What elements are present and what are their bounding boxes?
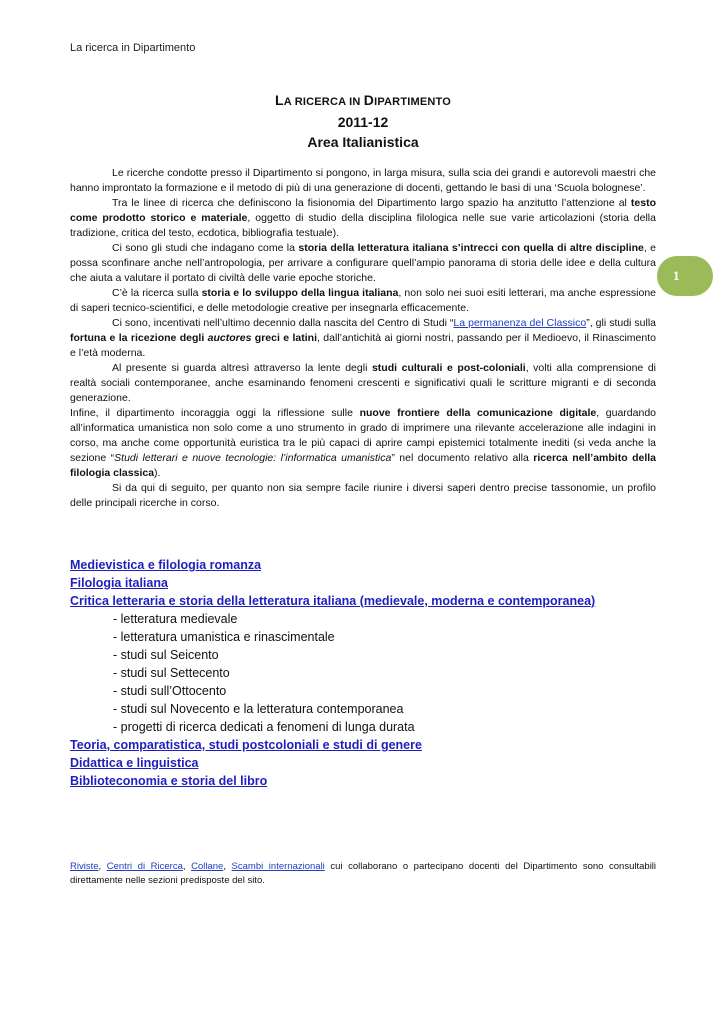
page-number: 1 — [673, 268, 680, 283]
title-year: 2011-12 — [337, 114, 389, 130]
title-cap-l: L — [274, 92, 284, 108]
running-header: La ricerca in Dipartimento — [70, 42, 196, 54]
body-text — [70, 166, 656, 511]
p5-bold-2: greci e latini — [251, 332, 317, 344]
p5-text: Ci sono, incentivati nell’ultimo decennio dalla nascita del Centro di Studi “ — [112, 317, 454, 329]
paragraph-5 — [70, 316, 656, 361]
p7-bold-2: ricerca nell’ambito della filologia classica — [70, 452, 657, 479]
link-filologia-italiana[interactable]: Filologia italiana — [70, 576, 168, 590]
link-critica-letteraria[interactable]: Critica letteraria e storia della letteratura italiana (medievale, moderna e contemporanea) — [70, 594, 596, 608]
paragraph-8: Si da qui di seguito, per quanto non sia sempre facile riunire i diversi saperi dentro precise tassonomie, un profilo delle principali ricerche in corso. — [70, 482, 656, 509]
footer-text: cui collaborano o partecipano docenti del Dipartimento sono consultabili direttamente nelle sezioni predisposte del sito. — [70, 861, 657, 886]
p5-text-mid: ”, gli studi sulla — [586, 317, 656, 329]
list-item: - progetti di ricerca dedicati a fenomeni di lunga durata — [113, 720, 415, 734]
p6-text: Al presente si guarda altresì attraverso la lente degli — [112, 362, 372, 374]
p4-text-end: , non solo nei suoi esiti letterari, ma anche espressione di saperi tecnico-scientifici, e delle metodologie creative per insegnarla efficacemente. — [70, 287, 656, 314]
list-item: - studi sul Settecento — [113, 666, 230, 680]
p7-text-mid: , guardando all’informatica umanistica non solo come a uno strumento in grado di imprimere una rilevante accelerazione alle indagini in corso, ma anche come opportunità euristica tra le più capaci di aprire campi epistemici totalmente inediti (si veda anche la sezione “ — [70, 407, 656, 464]
page-number-badge — [657, 256, 713, 296]
p6-text-end: , volti alla comprensione di realtà sociali contemporanee, anche esaminando fenomeni crescenti e significativi quali le scritture migranti e di seconda generazione. — [70, 362, 657, 404]
p2-bold: testo come prodotto storico e materiale — [70, 197, 656, 224]
list-item: - letteratura umanistica e rinascimentale — [113, 630, 335, 644]
title-part-b: IPARTIMENTO — [374, 96, 452, 108]
p7-text-mid-2: ” nel documento relativo alla — [391, 452, 534, 464]
link-permanenza-classico[interactable]: La permanenza del Classico — [453, 317, 587, 329]
p3-text-end: , e possa sconfinare anche nell’antropologia, per arrivare a configurare quell’ampio panorama di storia delle idee e della cultura che aiuta a valutare il portato di civiltà delle varie epoche storiche. — [70, 242, 656, 284]
title-part-a: A RICERCA IN — [283, 96, 364, 108]
paragraph-3 — [70, 241, 656, 286]
p2-text: Tra le linee di ricerca che definiscono la fisionomia del Dipartimento largo spazio ha anzitutto l’attenzione al — [112, 197, 631, 209]
link-centri-ricerca[interactable]: Centri di Ricerca — [106, 861, 183, 872]
p7-text: Infine, il dipartimento incoraggia oggi la riflessione sulle — [70, 407, 360, 419]
p4-bold: storia e lo sviluppo della lingua italiana — [201, 287, 399, 299]
paragraph-1: Le ricerche condotte presso il Dipartimento si pongono, in larga misura, sulla scia dei grandi e autorevoli maestri che hanno improntato la formazione e il metodo di più di una generazione di docenti, gettando le basi di una ‘Scuola bolognese’. — [70, 167, 656, 194]
separator: , — [98, 861, 107, 872]
link-scambi-internazionali[interactable]: Scambi internazionali — [231, 861, 325, 872]
link-teoria-comparatistica[interactable]: Teoria, comparatistica, studi postcoloniali e studi di genere — [70, 738, 422, 752]
paragraph-7 — [70, 406, 656, 481]
paragraph-2 — [70, 196, 656, 241]
p3-bold: storia della letteratura italiana s’intrecci con quella di altre discipline — [298, 242, 644, 254]
title-block — [70, 90, 656, 152]
footer-note — [70, 860, 656, 888]
paragraph-4 — [70, 286, 656, 316]
separator: , — [182, 861, 192, 872]
p2-text-end: , oggetto di studio della disciplina filologica nelle sue varie articolazioni (storia della tradizione, critica del testo, ecdotica, bibliografia testuale). — [70, 212, 656, 239]
list-item: - studi sul Novecento e la letteratura contemporanea — [113, 702, 404, 716]
p7-bold: nuove frontiere della comunicazione digitale — [359, 407, 597, 419]
link-biblioteconomia[interactable]: Biblioteconomia e storia del libro — [70, 774, 268, 788]
list-item: - studi sull’Ottocento — [113, 684, 227, 698]
p5-text-end: , dall’antichità ai giorni nostri, passando per il Medioevo, il Rinascimento e l’età moderna. — [70, 332, 656, 359]
title-area: Area Italianistica — [307, 134, 419, 150]
link-didattica-linguistica[interactable]: Didattica e linguistica — [70, 756, 199, 770]
research-areas-list — [70, 556, 670, 790]
paragraph-6 — [70, 361, 656, 406]
link-medievistica[interactable]: Medievistica e filologia romanza — [70, 558, 262, 572]
p7-italic: Studi letterari e nuove tecnologie: l’informatica umanistica — [114, 452, 392, 464]
p6-bold: studi culturali e post-coloniali — [371, 362, 526, 374]
list-item: - studi sul Seicento — [113, 648, 219, 662]
page-title — [70, 90, 656, 112]
title-cap-d: D — [363, 92, 375, 108]
separator: , — [223, 861, 232, 872]
p5-italic: auctores — [207, 332, 252, 344]
list-item: - letteratura medievale — [113, 612, 238, 626]
p5-bold: fortuna e la ricezione degli — [70, 332, 208, 344]
p7-text-end: ). — [154, 467, 161, 479]
link-collane[interactable]: Collane — [191, 861, 224, 872]
p4-text: C’è la ricerca sulla — [112, 287, 202, 299]
link-riviste[interactable]: Riviste — [70, 861, 99, 872]
p3-text: Ci sono gli studi che indagano come la — [112, 242, 299, 254]
